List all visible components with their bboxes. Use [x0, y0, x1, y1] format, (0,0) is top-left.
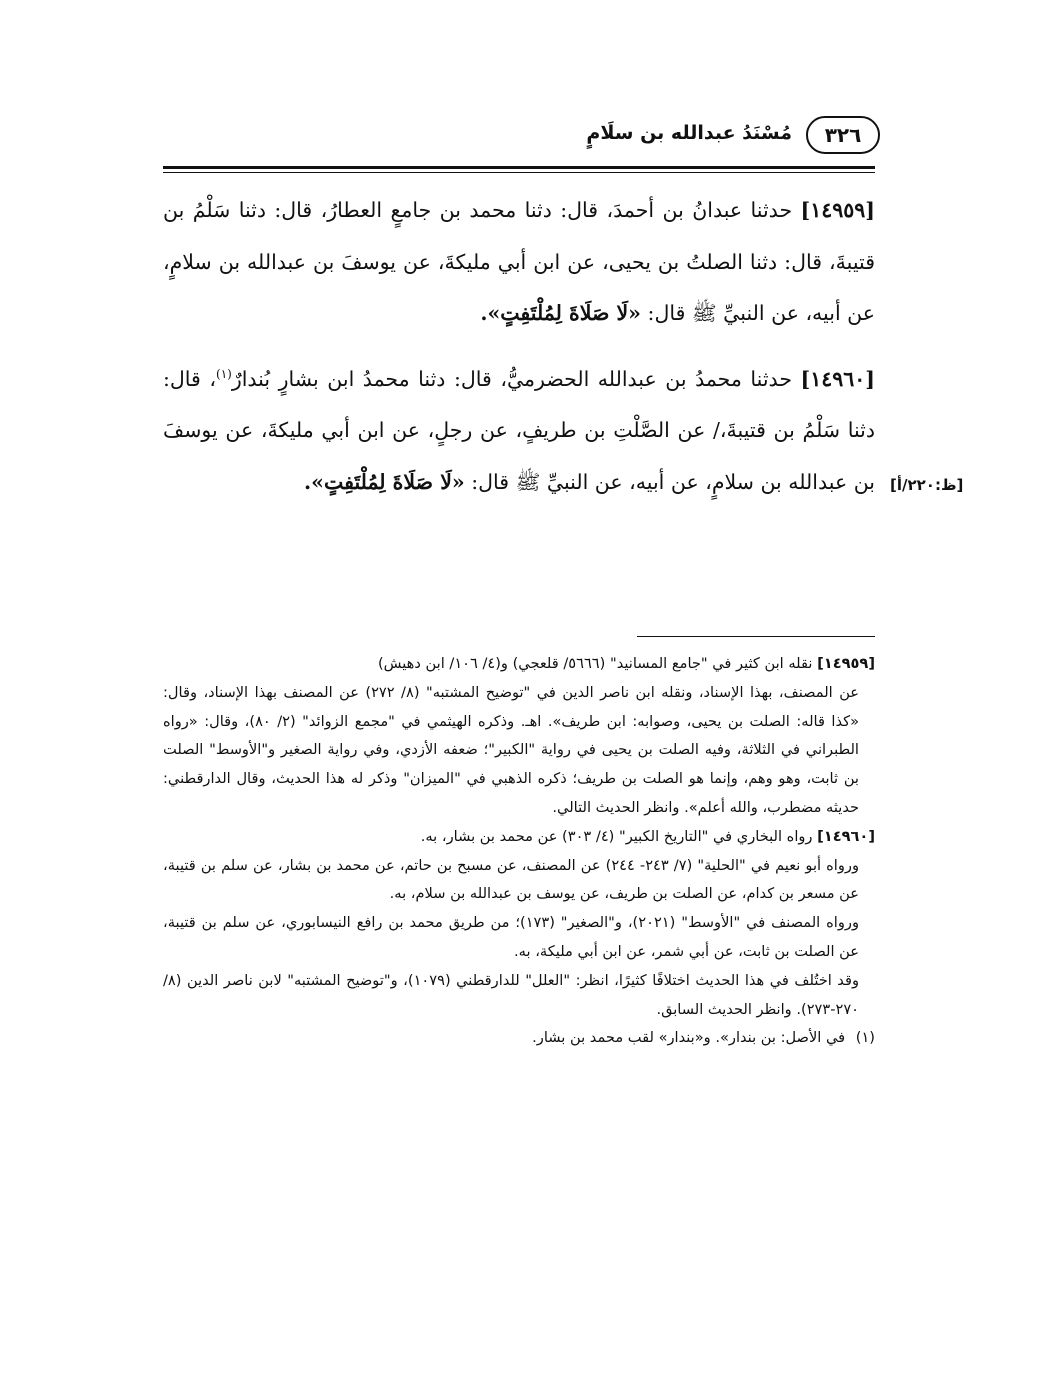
footnote-text: رواه البخاري في "التاريخ الكبير" (٤/ ٣٠٣) عن محمد بن بشار، به.: [420, 827, 813, 845]
footnote-body: عن المصنف، بهذا الإسناد، ونقله ابن ناصر الدين في "توضيح المشتبه" (٨/ ٢٧٢) عن المصنف بهذا الإسناد، وقال: «كذا قاله: الصلت بن يحيى، وصوابه: ابن طريف». اهـ. وذكره الهيثمي في "مجمع الزوائد" (٢/ ٨٠)، وقال: «رواه الطبراني في الثلاثة، وفيه الصلت بن يحيى في رواية "الكبير"؛ ضعفه الأزدي، وفي رواية الصغير و"الأوسط" الصلت بن ثابت، وهو وهم، وإنما هو الصلت بن طريف؛ ذكره الذهبي في "الميزان" وذكر له هذا الحديث، وقال الدارقطني: حديثه مضطرب، والله أعلم». وانظر الحديث التالي.: [163, 683, 860, 816]
footnote-14960: [163, 823, 875, 1025]
footnote-label: [١٤٩٦٠]: [817, 827, 875, 845]
hadith-14959: [163, 185, 875, 340]
header-rule-thick: [163, 166, 875, 169]
footnote-1: [163, 1024, 875, 1053]
footnote-first-line: [163, 823, 875, 852]
hadith-14960: [163, 354, 875, 509]
hadith-number: [١٤٩٦٠]: [800, 366, 875, 391]
footnote-mark: (١): [855, 1029, 875, 1047]
footnote-first-line: [163, 650, 875, 679]
footnote-paragraph: وقد اختُلف في هذا الحديث اختلافًا كثيرًا، انظر: "العلل" للدارقطني (١٠٧٩)، و"توضيح المشتبه" لابن ناصر الدين (٨/ ٢٧٠-٢٧٣). وانظر الحديث السابق.: [163, 971, 859, 1018]
hadith-text-part-b: ، قال: دثنا سَلْمُ بن قتيبةَ،/ عن الصَّلْتِ بن طريفٍ، عن رجلٍ، عن ابن أبي مليكةَ، عن يوسفَ بن عبدالله بن سلامٍ، عن أبيه، عن النبيِّ ﷺ قال:: [163, 366, 875, 494]
running-title: مُسْنَدُ عبدالله بن سلَامٍ: [586, 122, 792, 144]
footnote-label: [١٤٩٥٩]: [817, 655, 875, 672]
page-header: [560, 112, 880, 156]
manuscript-margin-note: [ظ:٢٢٠/أ]: [890, 476, 964, 494]
hadith-text-part-a: حدثنا محمدُ بن عبدالله الحضرميُّ، قال: دثنا محمدُ ابن بشارٍ بُندارٌ: [231, 366, 792, 391]
hadith-text: حدثنا عبدانُ بن أحمدَ، قال: دثنا محمد بن جامعٍ العطارُ، قال: دثنا سَلْمُ بن قتيبةَ، قال: دثنا الصلتُ بن يحيى، عن ابن أبي مليكةَ، عن يوسفَ بن عبدالله بن سلامٍ، عن أبيه، عن النبيِّ ﷺ قال:: [163, 198, 875, 325]
footnote-separator: [637, 636, 875, 637]
footnote-14959: [163, 650, 875, 823]
main-text: [163, 185, 875, 522]
page-number: ٣٢٦: [806, 116, 880, 154]
footnote-text: في الأصل: بن بندار». و«بندار» لقب محمد بن بشار.: [532, 1029, 846, 1047]
footnote-reference[interactable]: (١): [216, 366, 232, 381]
header-rule-thin: [163, 172, 875, 173]
hadith-quote: «لَا صَلَاةَ لِمُلْتَفِتٍ».: [480, 301, 641, 325]
footnotes: [163, 650, 875, 1053]
footnote-paragraph: ورواه أبو نعيم في "الحلية" (٧/ ٢٤٣- ٢٤٤) عن المصنف، عن مسبح بن حاتم، عن محمد بن بشار، عن سلم بن قتيبة، عن مسعر بن كدام، عن الصلت بن طريف، عن يوسف بن عبدالله بن سلام، به.: [163, 856, 859, 903]
footnote-paragraph: ورواه المصنف في "الأوسط" (٢٠٢١)، و"الصغير" (١٧٣)؛ من طريق محمد بن رافع النيسابوري، عن سلم بن قتيبة، عن الصلت بن ثابت، عن أبي شمر، عن ابن أبي مليكة، به.: [163, 914, 859, 960]
hadith-number: [١٤٩٥٩]: [800, 198, 875, 222]
hadith-quote: «لَا صَلَاةَ لِمُلْتَفِتٍ».: [304, 469, 465, 494]
footnote-text: نقله ابن كثير في "جامع المسانيد" (٥٦٦٦/ قلعجي) و(٤/ ١٠٦/ ابن دهيش): [377, 655, 813, 672]
